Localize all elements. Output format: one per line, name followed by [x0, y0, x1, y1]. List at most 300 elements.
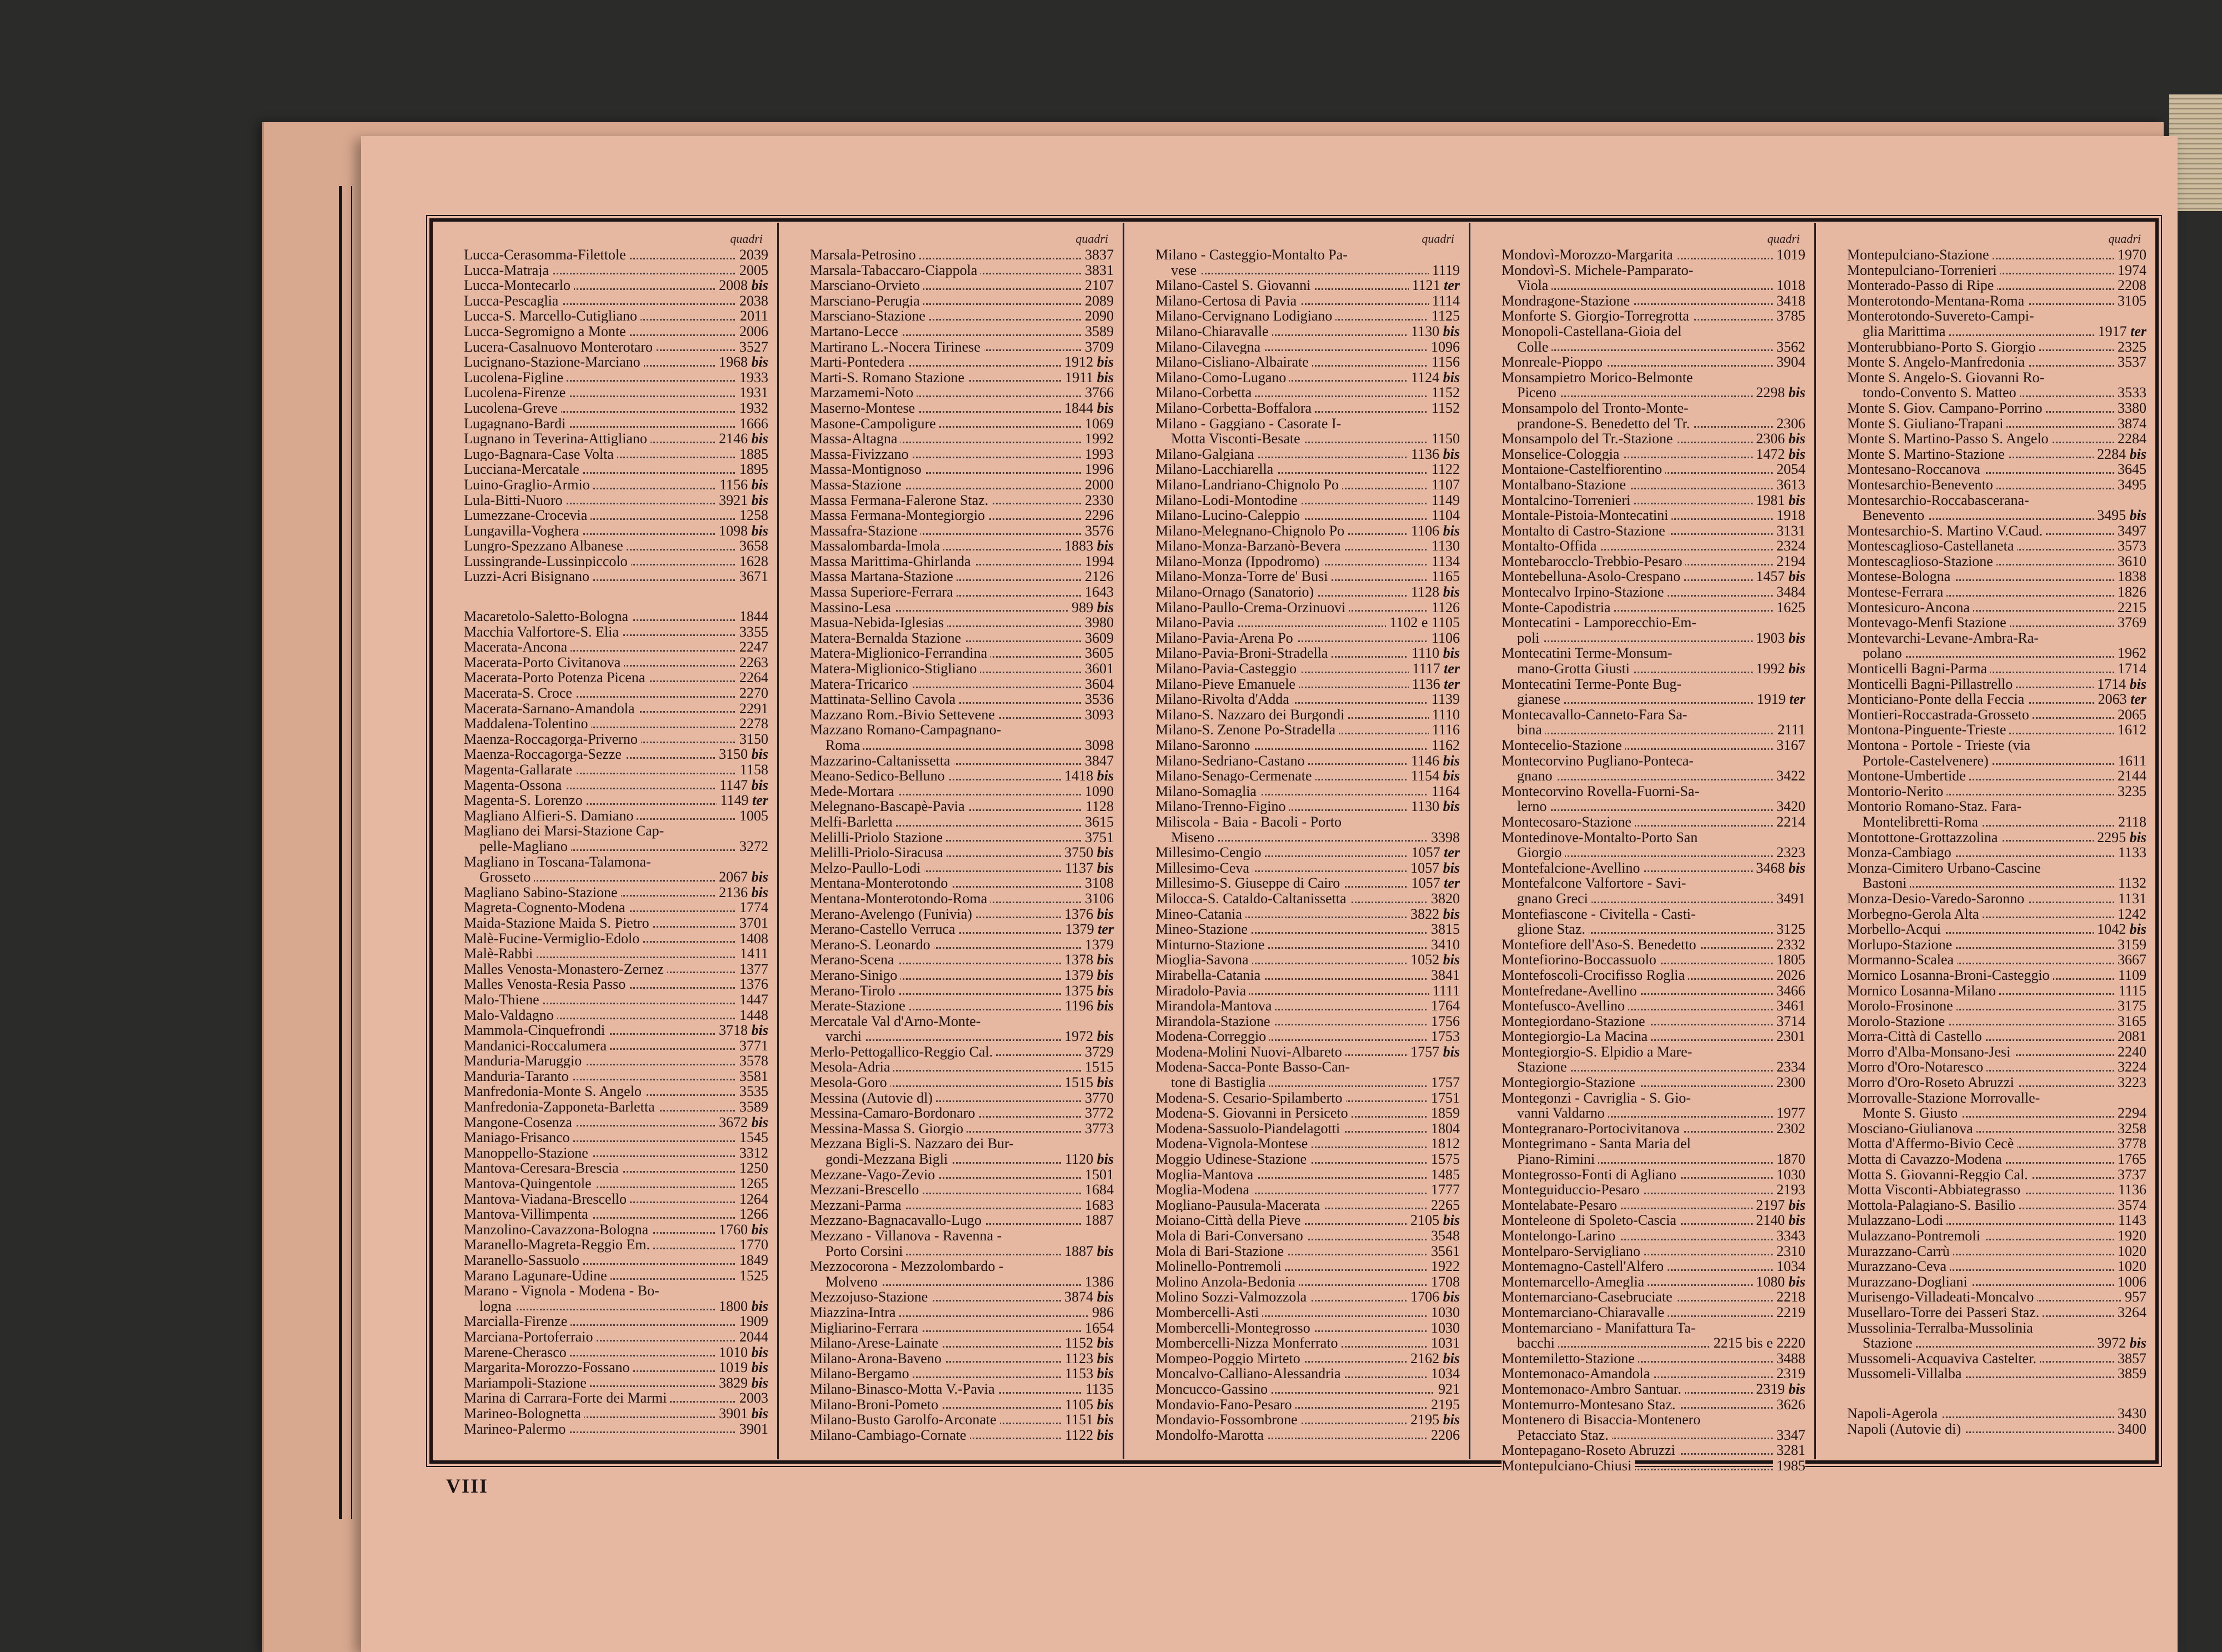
entry-name: Migliarino-Ferrara: [810, 1320, 922, 1336]
index-entry: [1155, 937, 1460, 953]
entry-number: [1753, 431, 1805, 447]
entry-name: Luino-Graglio-Armio: [464, 477, 593, 493]
entry-number: [1061, 538, 1114, 554]
entry-number-value: 2067: [719, 869, 748, 885]
entry-number-value: 3610: [2118, 553, 2146, 569]
entry-name: Mombercelli-Asti: [1155, 1304, 1262, 1320]
entry-number: [1428, 354, 1460, 370]
index-entry: [1502, 875, 1805, 891]
entry-number: [1773, 1366, 1805, 1381]
entry-number: [2114, 1198, 2146, 1213]
index-entry: [464, 823, 768, 839]
entry-name: Monsampolo del Tronto-Monte-: [1502, 400, 1692, 416]
entry-number: [736, 416, 768, 432]
index-entry: [1155, 1121, 1460, 1137]
index-entry: [1502, 922, 1805, 937]
entry-number: [1061, 1289, 1114, 1305]
entry-number: [736, 1084, 768, 1099]
entry-number-value: 1125: [1432, 308, 1460, 324]
index-entry: [464, 431, 768, 447]
entry-number-value: 2332: [1776, 937, 1805, 953]
index-entry: [1155, 630, 1460, 646]
index-entry: [1155, 784, 1460, 799]
index-entry: [464, 1329, 768, 1345]
entry-name: Monselice-Cologgia: [1502, 446, 1623, 462]
entry-name: Mioglia-Savona: [1155, 952, 1252, 968]
entry-number: [736, 447, 768, 462]
entry-suffix: bis: [752, 1344, 768, 1360]
entry-suffix: bis: [1789, 860, 1805, 876]
entry-number: [736, 716, 768, 732]
index-entry: [1155, 830, 1460, 845]
index-entry: [1502, 753, 1805, 769]
entry-name: Merano-Scena: [810, 952, 898, 968]
index-entry: [810, 354, 1114, 370]
index-entry: [1847, 569, 2146, 584]
index-entry: [1155, 1289, 1460, 1305]
entry-suffix: bis: [1443, 753, 1460, 769]
index-entry: [464, 869, 768, 885]
entry-number-value: 2219: [1776, 1304, 1805, 1320]
entry-number-value: 1107: [1432, 477, 1460, 493]
entry-suffix: bis: [752, 1405, 768, 1421]
entry-name: Milano-Sedriano-Castano: [1155, 753, 1308, 769]
entry-number: [1753, 1198, 1805, 1213]
index-entry: [810, 447, 1114, 462]
entry-number: [736, 1192, 768, 1207]
index-entry: [1155, 952, 1460, 968]
entry-number-value: 1115: [2119, 983, 2146, 999]
entry-number-value: 2126: [1085, 568, 1114, 584]
entry-name: Martirano L.-Nocera Tirinese: [810, 339, 984, 355]
entry-number: [1082, 431, 1114, 447]
entry-number: [1428, 1305, 1460, 1320]
entry-name: Monte S. Angelo-S. Giovanni Ro-: [1847, 369, 2048, 386]
entry-suffix: bis: [752, 1359, 768, 1375]
entry-suffix: ter: [1444, 875, 1460, 891]
entry-number-value: 3527: [739, 339, 768, 355]
index-entry: [810, 983, 1114, 999]
entry-name: Marsala-Petrosino: [810, 247, 919, 263]
index-entry: [1155, 370, 1460, 386]
index-entry: [1155, 968, 1460, 983]
index-entry: [810, 1044, 1114, 1060]
entry-number: [737, 762, 768, 778]
entry-name: Mezzano - Villanova - Ravenna -: [810, 1228, 1005, 1244]
index-entry: [1847, 845, 2146, 860]
entry-number: [715, 885, 768, 900]
entry-number: [1428, 1397, 1460, 1413]
index-entry: [810, 1428, 1114, 1443]
entry-number: [1082, 385, 1114, 401]
entry-number-value: 2195: [1431, 1396, 1460, 1413]
entry-name: Mondragone-Stazione: [1502, 293, 1633, 309]
entry-suffix: ter: [1789, 691, 1805, 707]
entry-number-value: 2295: [2097, 829, 2126, 845]
entry-number-value: 3750: [1064, 844, 1093, 860]
entry-suffix: bis: [1789, 446, 1805, 462]
entry-number: [2114, 952, 2146, 968]
entry-number-value: 1911: [1065, 369, 1093, 386]
index-entry: [1847, 600, 2146, 615]
entry-number-value: 921: [1438, 1381, 1460, 1397]
entry-name: Mineo-Stazione: [1155, 921, 1251, 937]
index-entry: [1847, 952, 2146, 968]
entry-number-value: 3484: [1776, 584, 1805, 600]
entry-name: Merano-S. Leonardo: [810, 937, 934, 953]
entry-name: Milano-Pavia-Broni-Stradella: [1155, 645, 1331, 661]
entry-number-value: 2302: [1776, 1120, 1805, 1137]
entry-name: Lucignano-Stazione-Marciano: [464, 354, 644, 370]
entry-number: [2114, 1366, 2146, 1381]
entry-number-value: 3380: [2118, 400, 2146, 416]
entry-name: Magliano dei Marsi-Stazione Cap-: [464, 823, 667, 839]
entry-name: Milano-Saronno: [1155, 737, 1253, 753]
entry-number-value: 986: [1092, 1304, 1114, 1320]
entry-number-value: 1485: [1431, 1167, 1460, 1183]
entry-number-value: 3398: [1431, 829, 1460, 845]
entry-name: glia Marittima: [1847, 323, 1949, 339]
entry-number-value: 1131: [2118, 890, 2146, 907]
index-entry: [810, 738, 1114, 753]
entry-number-value: 1751: [1431, 1090, 1460, 1106]
entry-number-value: 1122: [1065, 1427, 1093, 1443]
index-entry: [810, 600, 1114, 615]
entry-number-value: 3766: [1085, 384, 1114, 401]
entry-number-value: 3921: [719, 492, 748, 508]
entry-suffix: bis: [752, 277, 768, 293]
entry-suffix: bis: [2130, 829, 2146, 845]
index-entry: [1155, 722, 1460, 738]
entry-number-value: 2214: [1776, 814, 1805, 830]
index-entry: [1847, 937, 2146, 953]
entry-number-value: 3548: [1431, 1228, 1460, 1244]
entry-suffix: bis: [2130, 446, 2146, 462]
entry-number-value: 1962: [2118, 645, 2146, 661]
index-entry: [1847, 1244, 2146, 1259]
entry-number: [1773, 983, 1805, 999]
entry-number: [1753, 860, 1805, 876]
entry-number-value: 2008: [719, 277, 748, 293]
entry-name: Mondavio-Fano-Pesaro: [1155, 1396, 1295, 1413]
entry-name: Morbello-Acqui: [1847, 921, 1944, 937]
entry-number: [736, 1130, 768, 1145]
entry-number: [1774, 722, 1805, 738]
entry-number: [1773, 814, 1805, 830]
index-entry: [1847, 799, 2146, 814]
index-entry: [464, 885, 768, 900]
entry-name: Marano - Vignola - Modena - Bo-: [464, 1283, 663, 1299]
entry-number: [1773, 584, 1805, 600]
entry-number: [715, 278, 768, 293]
entry-number: [736, 900, 768, 915]
entry-number: [1428, 1090, 1460, 1106]
entry-suffix: bis: [1097, 768, 1114, 784]
entry-number: [1428, 998, 1460, 1014]
entry-number-value: 1515: [1064, 1074, 1093, 1090]
entry-name: Massa-Montignoso: [810, 461, 925, 477]
index-entry: [810, 768, 1114, 784]
entry-number-value: 2284: [2118, 430, 2146, 447]
entry-number: [1407, 1289, 1460, 1305]
index-entry: [1847, 692, 2146, 707]
leader-dots: [1524, 288, 1800, 290]
index-entry: [1502, 891, 1805, 907]
entry-suffix: bis: [1443, 369, 1460, 386]
entry-number: [2114, 538, 2146, 554]
entry-name: Mezzocorona - Mezzolombardo -: [810, 1258, 1007, 1274]
entry-number: [1082, 247, 1114, 263]
entry-number: [715, 431, 768, 447]
entry-name: Montemarciano - Manifattura Ta-: [1502, 1320, 1699, 1336]
entry-number: [736, 1421, 768, 1437]
entry-name: Merano-Castello Verruca: [810, 921, 959, 937]
entry-suffix: bis: [1789, 630, 1805, 646]
index-entry: [1847, 401, 2146, 416]
entry-number: [736, 624, 768, 640]
entry-name: Miradolo-Pavia: [1155, 983, 1249, 999]
entry-name: Mussolinia-Terralba-Mussolinia: [1847, 1320, 2036, 1336]
entry-name: Melegnano-Bascapè-Pavia: [810, 798, 968, 814]
entry-number-value: 1096: [1431, 339, 1460, 355]
entry-name: Mussomeli-Villalba: [1847, 1365, 1965, 1381]
entry-number: [1082, 891, 1114, 907]
entry-number: [736, 839, 768, 854]
entry-name: Marano Lagunare-Udine: [464, 1268, 610, 1284]
entry-suffix: bis: [1097, 906, 1114, 922]
index-entry: [810, 830, 1114, 845]
index-entry: [810, 416, 1114, 432]
entry-name: Manfredonia-Monte S. Angelo: [464, 1083, 645, 1099]
entry-number: [1082, 738, 1114, 753]
entry-number-value: 3737: [2118, 1167, 2146, 1183]
entry-number-value: 1379: [1065, 921, 1094, 937]
entry-number-value: 3535: [739, 1083, 768, 1099]
entry-name: Massa-Altagna: [810, 430, 900, 447]
entry-name: Milano-Castel S. Giovanni: [1155, 277, 1314, 293]
entry-name: Stazione: [1502, 1059, 1570, 1075]
entry-number-value: 1120: [1065, 1151, 1093, 1167]
index-entry: [464, 523, 768, 539]
entry-name: Montemarcello-Ameglia: [1502, 1274, 1648, 1290]
column-header: quadri: [1502, 233, 1805, 245]
entry-number-value: 3281: [1776, 1442, 1805, 1458]
entry-name: Milano-Pieve Emanuele: [1155, 676, 1299, 692]
entry-name: Morolo-Frosinone: [1847, 998, 1956, 1014]
index-entry: [810, 584, 1114, 600]
entry-name: Maranello-Magreta-Reggio Em.: [464, 1237, 653, 1253]
entry-number-value: 3770: [1085, 1090, 1114, 1106]
index-entry: [1155, 447, 1460, 462]
entry-number: [1386, 615, 1460, 630]
entry-number-value: 3604: [1085, 676, 1114, 692]
index-entry: [1502, 416, 1805, 432]
entry-suffix: bis: [1443, 798, 1460, 814]
entry-number: [1408, 799, 1460, 814]
entry-number: [1061, 1029, 1114, 1044]
index-entry: [464, 1053, 768, 1069]
entry-name: Macerata-S. Croce: [464, 685, 575, 701]
entry-number: [736, 554, 768, 569]
entry-number: [1428, 462, 1460, 477]
entry-number-value: 2038: [739, 293, 768, 309]
index-entry: [1847, 477, 2146, 493]
entry-number: [2115, 1182, 2146, 1198]
entry-suffix: bis: [1443, 584, 1460, 600]
entry-number: [736, 732, 768, 747]
entry-number: [2114, 431, 2146, 447]
entry-number: [2114, 784, 2146, 799]
entry-name: Mazzano Romano-Campagnano-: [810, 722, 1004, 738]
entry-number: [715, 1299, 768, 1314]
index-entry: [810, 538, 1114, 554]
entry-name: Milano-Cilavegna: [1155, 339, 1264, 355]
entry-number-value: 1130: [1432, 538, 1460, 554]
entry-number: [1407, 1213, 1460, 1228]
entry-number: [1061, 354, 1114, 370]
entry-name: Montegiorgio-S. Elpidio a Mare-: [1502, 1044, 1695, 1060]
entry-name: Massa Fermana-Montegiorgio: [810, 507, 988, 523]
index-entry: [1502, 1014, 1805, 1029]
entry-number: [1082, 1182, 1114, 1198]
entry-number: [2095, 692, 2146, 707]
entry-number-value: 1034: [1431, 1365, 1460, 1381]
entry-number-value: 3235: [2118, 783, 2146, 799]
index-entry: [1847, 753, 2146, 769]
index-entry: [1847, 538, 2146, 554]
entry-name: Mezzane-Vago-Zevio: [810, 1167, 938, 1183]
entry-number-value: 1034: [1776, 1258, 1805, 1274]
index-entry: [1847, 922, 2146, 937]
entry-name: Monte S. Giuliano-Trapani: [1847, 415, 2006, 432]
entry-name: Roma: [810, 737, 863, 753]
index-entry: [1502, 1198, 1805, 1213]
entry-number-value: 1080: [1756, 1274, 1785, 1290]
entry-name: Milano-Galgiana: [1155, 446, 1258, 462]
entry-number-value: 2193: [1776, 1182, 1805, 1198]
index-entry: [1502, 1136, 1805, 1152]
entry-number-value: 1849: [739, 1252, 768, 1268]
index-column-4: [1470, 223, 1816, 1459]
entry-number: [2114, 1121, 2146, 1137]
index-entry: [1502, 401, 1805, 416]
entry-name: Modena-Vignola-Montese: [1155, 1135, 1311, 1152]
entry-number-value: 3400: [2118, 1421, 2146, 1437]
entry-suffix: bis: [1097, 998, 1114, 1014]
entry-suffix: bis: [1097, 860, 1114, 876]
entry-number-value: 3778: [2118, 1135, 2146, 1152]
entry-number-value: 2162: [1410, 1350, 1439, 1366]
entry-number: [1429, 293, 1460, 309]
entry-number-value: 2263: [739, 654, 768, 670]
index-entry: [1847, 1167, 2146, 1183]
entry-name: Mantova-Viadana-Brescello: [464, 1191, 630, 1207]
entry-number: [1773, 1182, 1805, 1198]
index-entry: [464, 247, 768, 263]
page-number: VIII: [446, 1474, 488, 1498]
entry-number: [736, 569, 768, 584]
entry-number: [1061, 768, 1114, 784]
entry-name: Mandanici-Roccalumera: [464, 1038, 610, 1054]
entry-name: Mazzano Rom.-Bivio Settevene: [810, 707, 998, 723]
entry-number-value: 3175: [2118, 998, 2146, 1014]
column-header: quadri: [464, 233, 768, 245]
entry-name: Murazzano-Carrù: [1847, 1243, 1953, 1259]
entry-suffix: ter: [1098, 921, 1114, 937]
index-entry: [1847, 875, 2146, 891]
index-entry: [810, 814, 1114, 830]
entry-number: [736, 293, 768, 309]
entry-suffix: bis: [1097, 844, 1114, 860]
entry-name: Maddalena-Tolentino: [464, 715, 591, 732]
entry-name: Montefiascone - Civitella - Casti-: [1502, 906, 1699, 922]
entry-name: Marciana-Portoferraio: [464, 1329, 596, 1345]
entry-name: Messina-Massa S. Giorgio: [810, 1120, 967, 1137]
entry-number-value: 1090: [1085, 783, 1114, 799]
entry-name: Milano-Paullo-Crema-Orzinuovi: [1155, 599, 1349, 615]
entry-number-value: 2296: [1085, 507, 1114, 523]
index-entry: [810, 1320, 1114, 1336]
entry-name: Marcialla-Firenze: [464, 1313, 570, 1329]
entry-number: [1773, 1443, 1805, 1458]
entry-name: Malo-Valdagno: [464, 1007, 557, 1023]
entry-number: [2114, 1136, 2146, 1152]
index-entry: [1502, 1458, 1805, 1474]
index-entry: [464, 1160, 768, 1176]
entry-number: [2114, 523, 2146, 539]
entry-number: [1082, 1274, 1114, 1290]
entry-number: [1753, 493, 1805, 508]
index-entry: [1155, 1412, 1460, 1428]
entry-suffix: ter: [2130, 323, 2146, 339]
entry-name: Musellaro-Torre dei Passeri Staz.: [1847, 1304, 2043, 1320]
entry-name: Melilli-Priolo-Siracusa: [810, 844, 947, 860]
entry-number-value: 2323: [1776, 844, 1805, 860]
index-entry: [1502, 768, 1805, 784]
entry-name: Milano-Pavia: [1155, 614, 1238, 630]
index-entry: [810, 523, 1114, 539]
entry-number-value: 3150: [719, 746, 748, 762]
entry-number: [736, 639, 768, 655]
index-entry: [1502, 1152, 1805, 1167]
entry-number-value: 1069: [1085, 415, 1114, 432]
entry-name: Montalbano-Stazione: [1502, 477, 1629, 493]
entry-number-value: 1683: [1085, 1197, 1114, 1213]
entry-name: Montefusco-Avellino: [1502, 998, 1628, 1014]
entry-number-value: 1912: [1064, 354, 1093, 370]
index-entry: [1155, 645, 1460, 661]
entry-number-value: 3533: [2118, 384, 2146, 401]
index-entry: [1847, 1335, 2146, 1351]
entry-name: Montorio-Nerito: [1847, 783, 1946, 799]
index-entry: [1847, 738, 2146, 753]
entry-name: Milano-Pavia-Arena Po: [1155, 630, 1297, 646]
entry-name: Milano-Trenno-Figino: [1155, 798, 1289, 814]
entry-name: Milano-Senago-Cermenate: [1155, 768, 1315, 784]
entry-number-value: 2054: [1776, 461, 1805, 477]
leader-dots: [832, 748, 1108, 750]
entry-number: [1082, 753, 1114, 769]
entry-number-value: 1154: [1411, 768, 1439, 784]
entry-name: Milano-Cervignano Lodigiano: [1155, 308, 1335, 324]
index-entry: [1155, 1198, 1460, 1213]
entry-name: Montona - Portole - Trieste (via: [1847, 737, 2034, 753]
entry-name: Monticiano-Ponte della Feccia: [1847, 691, 2028, 707]
entry-name: Montelibretti-Roma: [1847, 814, 1981, 830]
entry-name: Montemonaco-Ambro Santuar.: [1502, 1381, 1685, 1397]
entry-number-value: 1150: [1432, 430, 1460, 447]
entry-number-value: 3626: [1776, 1396, 1805, 1413]
